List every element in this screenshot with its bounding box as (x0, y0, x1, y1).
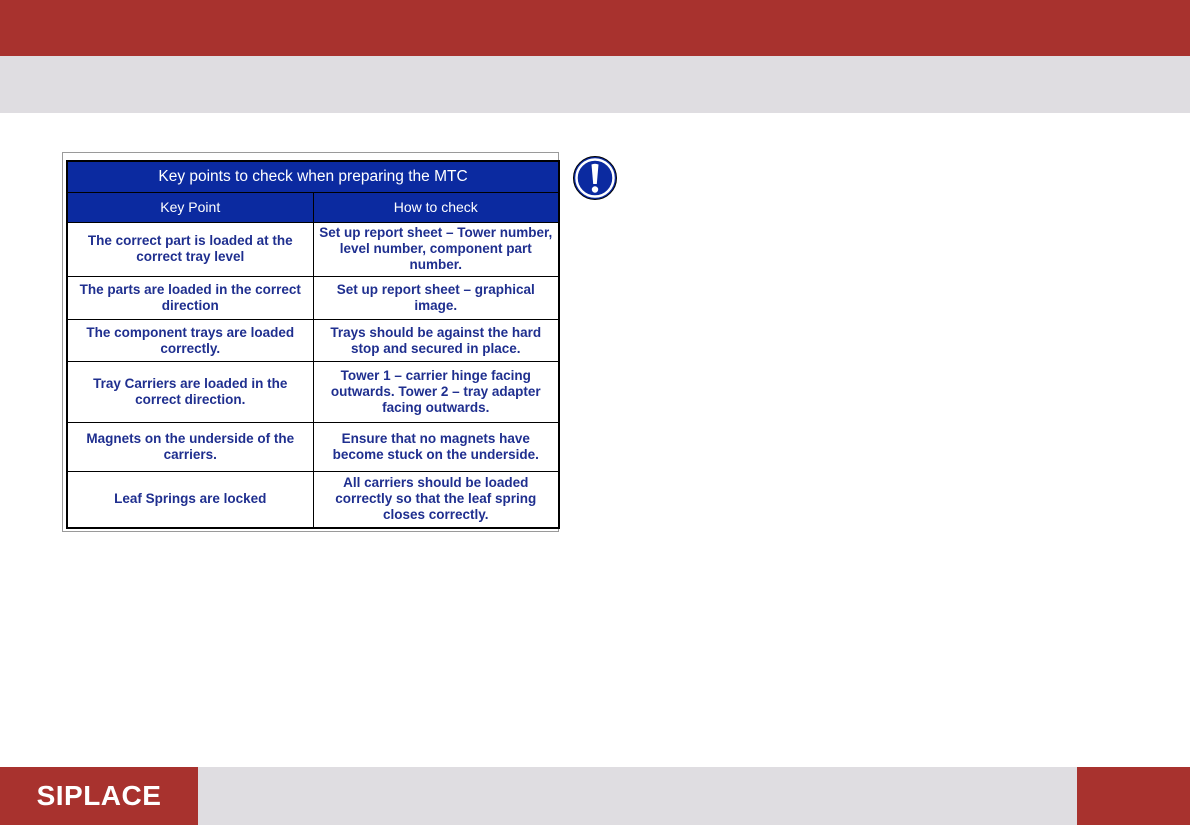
table-title: Key points to check when preparing the MTC (67, 161, 559, 193)
how-to-check-cell: Tower 1 – carrier hinge facing outwards. Tower 2 – tray adapter facing outwards. (313, 361, 559, 423)
column-header-key-point: Key Point (67, 193, 313, 222)
how-to-check-cell: Ensure that no magnets have become stuck on the underside. (313, 423, 559, 471)
how-to-check-cell: Set up report sheet – graphical image. (313, 277, 559, 320)
title-band (0, 56, 1190, 113)
key-point-cell: The component trays are loaded correctly. (67, 320, 313, 361)
key-points-figure (62, 152, 559, 532)
key-points-table (66, 160, 560, 529)
column-header-how-to-check: How to check (313, 193, 559, 222)
key-point-cell: The correct part is loaded at the correct tray level (67, 222, 313, 277)
table-row (67, 471, 559, 528)
how-to-check-cell: Trays should be against the hard stop and secured in place. (313, 320, 559, 361)
table-row (67, 320, 559, 361)
key-point-cell: Leaf Springs are locked (67, 471, 313, 528)
key-point-cell: Tray Carriers are loaded in the correct direction. (67, 361, 313, 423)
table-row (67, 277, 559, 320)
table-row (67, 222, 559, 277)
key-point-cell: Magnets on the underside of the carriers. (67, 423, 313, 471)
exclamation-warning-icon (572, 155, 618, 201)
how-to-check-cell: All carriers should be loaded correctly so that the leaf spring closes correctly. (313, 471, 559, 528)
table-row (67, 423, 559, 471)
key-point-cell: The parts are loaded in the correct direction (67, 277, 313, 320)
footer-accent (1077, 767, 1190, 825)
top-banner (0, 0, 1190, 56)
siplace-logo (0, 767, 198, 825)
table-row (67, 361, 559, 423)
logo-text: SIPLACE (36, 780, 162, 811)
how-to-check-cell: Set up report sheet – Tower number, level number, component part number. (313, 222, 559, 277)
